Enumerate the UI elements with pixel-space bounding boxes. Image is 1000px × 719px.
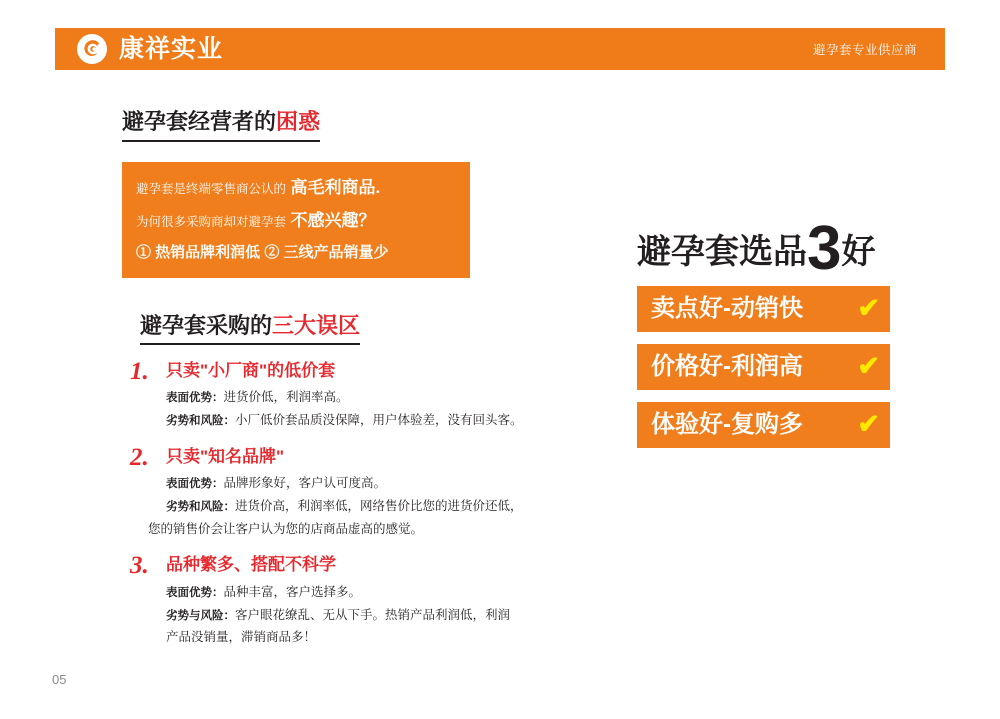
item-detail-label: 表面优势： — [166, 478, 224, 491]
right-content-column — [637, 214, 937, 448]
check-icon: ✔ — [857, 409, 880, 440]
check-icon: ✔ — [857, 293, 880, 324]
benefit-label: 卖点好-动销快 — [651, 294, 803, 322]
list-item — [122, 358, 622, 431]
callout-line-1-small: 避孕套是终端零售商公认的 — [136, 181, 287, 196]
item-detail-label: 表面优势： — [166, 392, 224, 405]
list-item — [122, 444, 622, 539]
section-title-highlight: 困惑 — [276, 109, 321, 134]
page-header — [55, 28, 945, 70]
spiral-logo-icon — [77, 34, 107, 64]
item-detail-label: 劣势和风险： — [166, 501, 235, 514]
misconceptions-title-wrap — [140, 312, 622, 346]
item-detail-text: 您的销售价会让客户认为您的店商品虚高的感觉。 — [148, 522, 424, 537]
item-detail-line — [166, 583, 622, 603]
benefit-badge — [637, 286, 890, 332]
item-detail-text: 品种丰富，客户选择多。 — [223, 584, 362, 599]
item-number: 1. — [130, 358, 149, 386]
right-title — [637, 214, 937, 283]
list-item — [122, 552, 622, 647]
item-detail-line — [166, 474, 622, 494]
right-title-prefix: 避孕套选品 — [637, 233, 807, 271]
benefit-badge — [637, 344, 890, 390]
item-detail-label: 劣势和风险： — [166, 415, 235, 428]
item-detail-text: 客户眼花缭乱、无从下手。热销产品利润低，利润 — [235, 607, 511, 622]
page-number: 05 — [52, 672, 67, 687]
misconceptions-title — [140, 312, 360, 346]
item-detail-line — [166, 497, 622, 517]
item-detail-text: 小厂低价套品质没保障，用户体验差，没有回头客。 — [235, 413, 523, 428]
item-number: 2. — [130, 444, 149, 472]
item-detail-text: 进货价低，利润率高。 — [223, 390, 349, 405]
header-tagline: 避孕套专业供应商 — [812, 43, 917, 57]
right-title-number: 3 — [807, 214, 842, 283]
misconceptions-title-plain: 避孕套采购的 — [140, 312, 273, 338]
item-detail-text: 产品没销量，滞销商品多！ — [166, 630, 317, 645]
item-detail-line — [166, 606, 622, 626]
right-title-suffix: 好 — [841, 233, 876, 271]
item-number: 3. — [130, 552, 149, 580]
item-heading: 品种繁多、搭配不科学 — [166, 555, 336, 575]
item-detail-text: 品牌形象好，客户认可度高。 — [223, 476, 387, 491]
callout-line-3: ① 热销品牌利润低 ② 三线产品销量少 — [136, 244, 389, 262]
misconceptions-title-highlight: 三大误区 — [272, 312, 361, 338]
item-detail-line — [166, 388, 622, 408]
left-content-column — [122, 108, 622, 651]
callout-line-2-small: 为何很多采购商却对避孕套 — [136, 214, 287, 229]
callout-box — [122, 162, 470, 278]
item-detail-line — [148, 520, 622, 539]
item-detail-line — [166, 411, 622, 431]
item-heading: 只卖"知名品牌" — [166, 447, 285, 467]
callout-line-1 — [136, 178, 454, 198]
item-detail-line — [166, 628, 622, 647]
item-heading: 只卖"小厂商"的低价套 — [166, 361, 336, 381]
item-detail-text: 进货价高，利润率低，网络售价比您的进货价还低， — [235, 499, 523, 514]
item-detail-label: 表面优势： — [166, 586, 224, 599]
item-detail-label: 劣势与风险： — [166, 609, 235, 622]
benefit-badge — [637, 402, 890, 448]
callout-line-1-big: 高毛利商品. — [290, 177, 381, 197]
callout-line-2-big: 不感兴趣？ — [290, 210, 376, 230]
brand-name: 康祥实业 — [119, 34, 224, 63]
section-title-plain: 避孕套经营者的 — [122, 109, 277, 134]
section-title — [122, 108, 320, 142]
check-icon: ✔ — [857, 351, 880, 382]
benefit-label: 价格好-利润高 — [651, 352, 803, 380]
callout-line-2 — [136, 211, 454, 231]
benefit-label: 体验好-复购多 — [651, 410, 803, 438]
